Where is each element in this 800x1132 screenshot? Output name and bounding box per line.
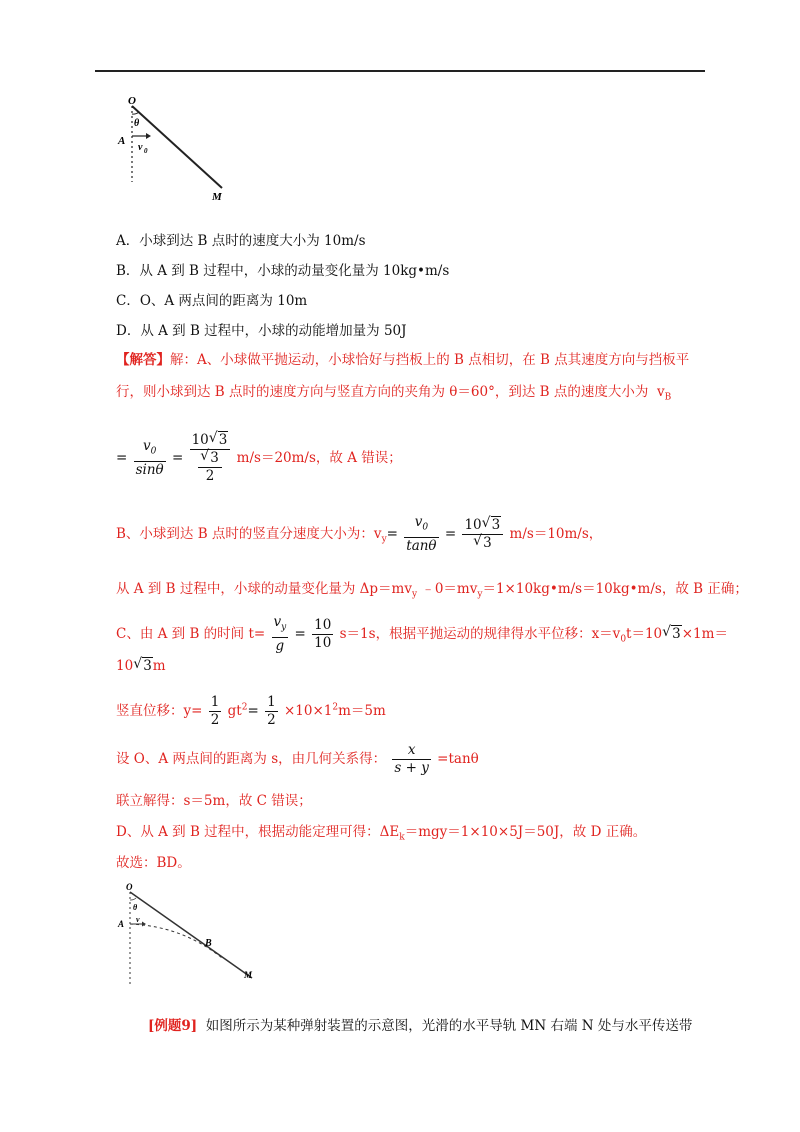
radicand: 3 [218, 432, 228, 448]
b-den: tanθ [406, 537, 437, 554]
b-label-m: M [244, 970, 253, 980]
b-rad: 3 [491, 516, 501, 533]
solution-text-2: 行，则小球到达 B 点时的速度方向与竖直方向的夹角为 θ＝60°，到达 B 点的速度大小为 [116, 384, 649, 400]
c-d2: 10 [314, 634, 332, 651]
y-mid: gt [227, 703, 242, 719]
d-head: D、从 A 到 B 过程中，根据动能定理可得：ΔE [116, 824, 400, 840]
example-text: 如图所示为某种弹射装置的示意图，光滑的水平导轨 MN 右端 N 处与水平传送带 [205, 1018, 693, 1034]
s-head: 设 O、A 两点间的距离为 s，由几何关系得： [116, 751, 387, 767]
c2-coef: 10 [116, 658, 134, 674]
geometry-line [116, 742, 479, 777]
frac-10-10 [312, 617, 333, 652]
b-coef: 10 [464, 516, 482, 533]
frac-10root3 [190, 432, 231, 485]
bottom-diagram [112, 880, 272, 992]
momentum-line [116, 579, 748, 605]
time-line [116, 614, 728, 655]
b-eq: = [386, 525, 398, 542]
option-a: A．小球到达 B 点时的速度大小为 10m/s [116, 233, 366, 249]
frac-x-sy [392, 742, 430, 777]
solution-line-1 [116, 350, 689, 370]
frac-v0-tan [404, 514, 438, 555]
d-tail: ＝mgy＝1×10×5J＝50J，故 D 正确。 [404, 824, 647, 840]
frac-vy-g [272, 614, 289, 655]
y-f2-den: 2 [267, 712, 276, 728]
c-eq: = [294, 625, 306, 642]
label-theta: θ [134, 118, 140, 129]
momentum-tail2: ＝1×10kg•m/s＝10kg•m/s，故 B 正确； [482, 581, 748, 597]
top-diagram [112, 92, 242, 204]
momentum-sub: y [411, 589, 418, 600]
joint-solve: 联立解得：s＝5m，故 C 错误； [116, 793, 312, 809]
label-m: M [212, 191, 222, 203]
label-v0: v [138, 142, 143, 153]
example-9 [148, 1016, 692, 1036]
d-line [116, 822, 646, 848]
eq-sign: = [116, 450, 128, 466]
header-rule [95, 70, 705, 72]
c-mid2: t＝10 [626, 625, 663, 642]
b-rad-2: 3 [483, 534, 492, 551]
s-num: x [392, 742, 430, 760]
y-f1-num: 1 [210, 694, 220, 710]
label-v0-sub: 0 [144, 147, 148, 155]
frac-10root3-root3 [462, 517, 503, 552]
momentum-sub2: y [477, 589, 483, 600]
answer: 故选：BD。 [116, 855, 191, 871]
b-label-b: B [205, 938, 212, 949]
frac-den: sinθ [135, 461, 164, 478]
c-mid: s＝1s，根据平抛运动的规律得水平位移：x＝v [339, 625, 621, 642]
label-a: A [118, 135, 126, 147]
y-eq: = [247, 703, 259, 719]
b-label-o: O [126, 882, 133, 892]
eq-sign-2: = [171, 450, 184, 466]
momentum-tail: ﹣0＝mv [417, 581, 478, 597]
frac-num-sub: 0 [150, 446, 157, 457]
eq-vy [116, 514, 602, 555]
c-head: C、由 A 到 B 的时间 t= [116, 625, 266, 642]
y-tail2: m＝5m [338, 703, 386, 719]
den-2: 2 [205, 468, 215, 484]
option-c: C．O、A 两点间的距离为 10m [116, 293, 308, 309]
y-f2-num: 1 [267, 694, 276, 710]
vb-sub: B [664, 392, 672, 403]
c2-tail: m [152, 658, 166, 674]
y-tail: ×10×1 [283, 703, 333, 719]
y-f1-den: 2 [210, 712, 220, 728]
b-num-sub: 0 [422, 522, 429, 533]
y-mid-sup: 2 [241, 702, 248, 713]
b-eq2: = [444, 525, 457, 542]
c-tail: ×1m＝ [681, 625, 728, 642]
c-num: v [273, 614, 282, 630]
c-num-sub: y [281, 622, 287, 633]
solution-line-2 [116, 382, 671, 408]
c-mid-sub: 0 [620, 634, 627, 645]
solution-text-1: 解：A、小球做平抛运动，小球恰好与挡板上的 B 点相切，在 B 点其速度方向与挡板平 [170, 352, 690, 368]
eq-vb-tail: m/s＝20m/s，故 A 错误； [236, 450, 402, 466]
d-sub: k [399, 832, 405, 843]
solution-tag: 【解答】 [116, 352, 170, 368]
coef: 10 [191, 432, 209, 448]
b-num: v [414, 514, 423, 530]
c2-rad: 3 [143, 658, 152, 674]
s-den: s + y [394, 760, 429, 776]
b-line-head-sub: y [381, 534, 387, 545]
radicand-2: 3 [210, 450, 219, 466]
eq-vb [116, 432, 402, 485]
frac-half-1 [209, 694, 222, 729]
label-o: O [128, 95, 136, 107]
y-tail-sup: 2 [332, 702, 339, 713]
c-n2: 10 [314, 616, 332, 633]
example-tag: [例题9] [148, 1018, 198, 1034]
time-line-2 [116, 656, 166, 676]
option-b: B．从 A 到 B 过程中，小球的动量变化量为 10kg•m/s [116, 263, 450, 279]
c-rad: 3 [672, 625, 681, 642]
b-label-theta: θ [133, 903, 138, 912]
option-d: D．从 A 到 B 过程中，小球的动能增加量为 50J [116, 323, 407, 339]
vb-symbol: v [656, 384, 665, 400]
frac-num: v [142, 438, 151, 455]
frac-half-2 [265, 694, 278, 729]
b-tail: m/s＝10m/s， [509, 525, 603, 542]
s-tail: =tanθ [437, 751, 479, 767]
c-den: g [275, 637, 285, 654]
momentum-text: 从 A 到 B 过程中，小球的动量变化量为 Δp＝mv [116, 581, 412, 597]
b-label-a: A [118, 919, 125, 929]
y-head: 竖直位移：y= [116, 703, 203, 719]
b-label-v0: v [136, 915, 140, 924]
frac-v0-sin [134, 438, 166, 479]
vertical-disp [116, 694, 386, 729]
b-line-head: B、小球到达 B 点时的竖直分速度大小为：v [116, 525, 382, 542]
